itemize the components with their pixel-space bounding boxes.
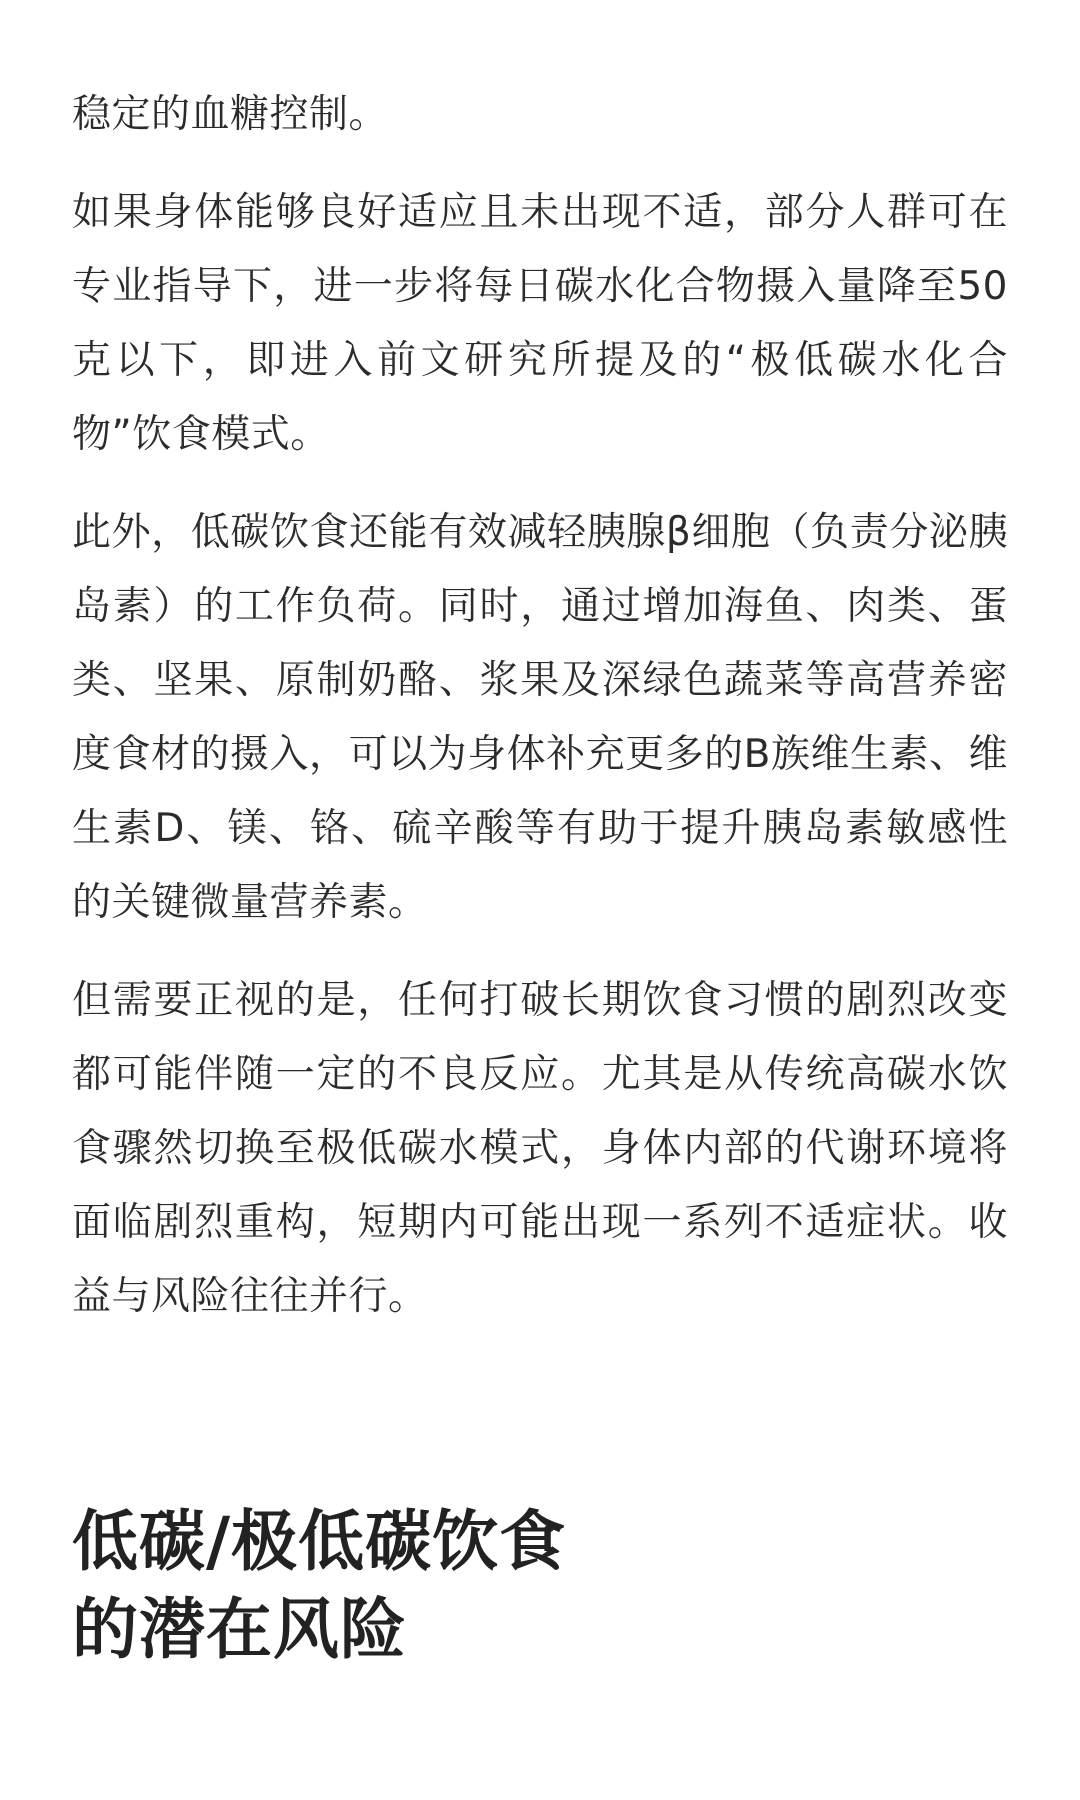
paragraph: 如果身体能够良好适应且未出现不适，部分人群可在专业指导下，进一步将每日碳水化合物摄入量降至50克以下，即进入前文研究所提及的“极低碳水化合物”饮食模式。 — [72, 190, 1008, 457]
section-heading-line: 的潜在风险 — [72, 1591, 407, 1668]
article-body — [72, 78, 1008, 1358]
section-heading — [72, 1498, 1008, 1674]
paragraph: 此外，低碳饮食还能有效减轻胰腺β细胞（负责分泌胰岛素）的工作负荷。同时，通过增加海鱼、肉类、蛋类、坚果、原制奶酪、浆果及深绿色蔬菜等高营养密度食材的摄入，可以为身体补充更多的B族维生素、维生素D、镁、铬、硫辛酸等有助于提升胰岛素敏感性的关键微量营养素。 — [72, 510, 1008, 925]
paragraph: 稳定的血糖控制。 — [72, 92, 389, 137]
section-heading-line: 低碳/极低碳饮食 — [72, 1503, 567, 1580]
paragraph: 但需要正视的是，任何打破长期饮食习惯的剧烈改变都可能伴随一定的不良反应。尤其是从传统高碳水饮食骤然切换至极低碳水模式，身体内部的代谢环境将面临剧烈重构，短期内可能出现一系列不适症状。收益与风险往往并行。 — [72, 978, 1008, 1319]
